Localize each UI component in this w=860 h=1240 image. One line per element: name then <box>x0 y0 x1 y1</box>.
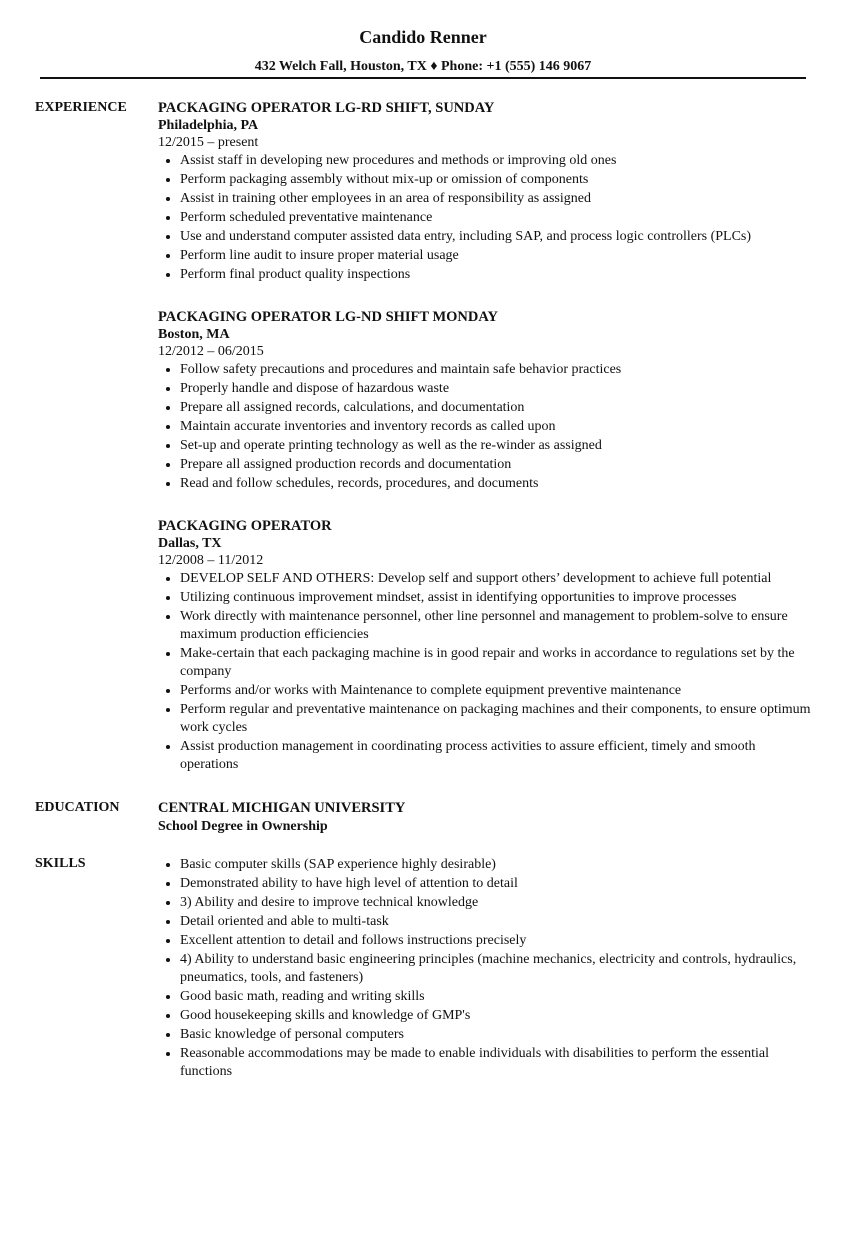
job-bullets <box>158 569 814 774</box>
skill-item: • Basic computer skills (SAP experience highly desirable) <box>180 855 814 874</box>
bullet-item: • Assist staff in developing new procedures and methods or improving old ones <box>180 151 814 170</box>
bullet-item: • Work directly with maintenance personnel, other line personnel and management to problem-solve to ensure maximum production efficiencies <box>180 607 814 644</box>
resume-header <box>0 26 846 76</box>
job-location: Dallas, TX <box>158 536 222 551</box>
skill-item: • Detail oriented and able to multi-task <box>180 912 814 931</box>
degree-name: School Degree in Ownership <box>158 819 328 834</box>
bullet-item: • Follow safety precautions and procedures and maintain safe behavior practices <box>180 360 814 379</box>
bullet-item: • Perform final product quality inspections <box>180 265 814 284</box>
bullet-item: • Make-certain that each packaging machine is in good repair and works in accordance to regulations set by the company <box>180 644 814 681</box>
job-location: Philadelphia, PA <box>158 118 259 133</box>
skill-item: • Excellent attention to detail and follows instructions precisely <box>180 931 814 950</box>
job-title: PACKAGING OPERATOR <box>158 518 332 534</box>
education-heading: EDUCATION <box>35 800 120 815</box>
bullet-item: • Use and understand computer assisted data entry, including SAP, and process logic controllers (PLCs) <box>180 227 814 246</box>
education-entry <box>158 799 814 837</box>
skill-item: • Good basic math, reading and writing skills <box>180 987 814 1006</box>
skills-bullets <box>158 855 814 1081</box>
candidate-name: Candido Renner <box>359 27 487 47</box>
skills-heading: SKILLS <box>35 856 86 871</box>
bullet-item: • Performs and/or works with Maintenance to complete equipment preventive maintenance <box>180 681 814 700</box>
bullet-item: • DEVELOP SELF AND OTHERS: Develop self and support others’ development to achieve full potential <box>180 569 814 588</box>
skill-item: • 3) Ability and desire to improve technical knowledge <box>180 893 814 912</box>
skills-list <box>158 855 814 1081</box>
bullet-item: • Perform line audit to insure proper material usage <box>180 246 814 265</box>
skill-item: • Basic knowledge of personal computers <box>180 1025 814 1044</box>
skill-item: • Demonstrated ability to have high level of attention to detail <box>180 874 814 893</box>
bullet-item: • Set-up and operate printing technology as well as the re-winder as assigned <box>180 436 814 455</box>
job-dates: 12/2008 – 11/2012 <box>158 553 264 568</box>
bullet-item: • Perform regular and preventative maintenance on packaging machines and their components, to ensure optimum work cycles <box>180 700 814 737</box>
job-location: Boston, MA <box>158 327 230 342</box>
bullet-item: • Maintain accurate inventories and inventory records as called upon <box>180 417 814 436</box>
job-title: PACKAGING OPERATOR LG-ND SHIFT MONDAY <box>158 309 498 325</box>
bullet-item: • Perform packaging assembly without mix-up or omission of components <box>180 170 814 189</box>
bullet-item: • Properly handle and dispose of hazardous waste <box>180 379 814 398</box>
bullet-item: • Perform scheduled preventative maintenance <box>180 208 814 227</box>
skill-item: • Reasonable accommodations may be made to enable individuals with disabilities to perform the essential functions <box>180 1044 814 1081</box>
job-entry <box>158 308 814 493</box>
job-bullets <box>158 151 814 284</box>
job-entry <box>158 99 814 284</box>
bullet-item: • Assist production management in coordinating process activities to assure efficient, timely and smooth operations <box>180 737 814 774</box>
job-title: PACKAGING OPERATOR LG-RD SHIFT, SUNDAY <box>158 100 495 116</box>
skill-item: • 4) Ability to understand basic engineering principles (machine mechanics, electricity and controls, hydraulics, pneumatics, tools, and fasteners) <box>180 950 814 987</box>
job-dates: 12/2015 – present <box>158 135 259 150</box>
bullet-item: • Assist in training other employees in an area of responsibility as assigned <box>180 189 814 208</box>
header-divider <box>40 77 806 79</box>
bullet-item: • Utilizing continuous improvement mindset, assist in identifying opportunities to improve processes <box>180 588 814 607</box>
bullet-item: • Prepare all assigned records, calculations, and documentation <box>180 398 814 417</box>
school-name: CENTRAL MICHIGAN UNIVERSITY <box>158 800 406 816</box>
bullet-item: • Read and follow schedules, records, procedures, and documents <box>180 474 814 493</box>
job-entry <box>158 517 814 774</box>
skill-item: • Good housekeeping skills and knowledge of GMP's <box>180 1006 814 1025</box>
experience-list <box>158 99 814 798</box>
job-bullets <box>158 360 814 493</box>
contact-line: 432 Welch Fall, Houston, TX ♦ Phone: +1 (555) 146 9067 <box>254 59 592 74</box>
job-dates: 12/2012 – 06/2015 <box>158 344 264 359</box>
bullet-item: • Prepare all assigned production records and documentation <box>180 455 814 474</box>
experience-heading: EXPERIENCE <box>35 100 127 115</box>
